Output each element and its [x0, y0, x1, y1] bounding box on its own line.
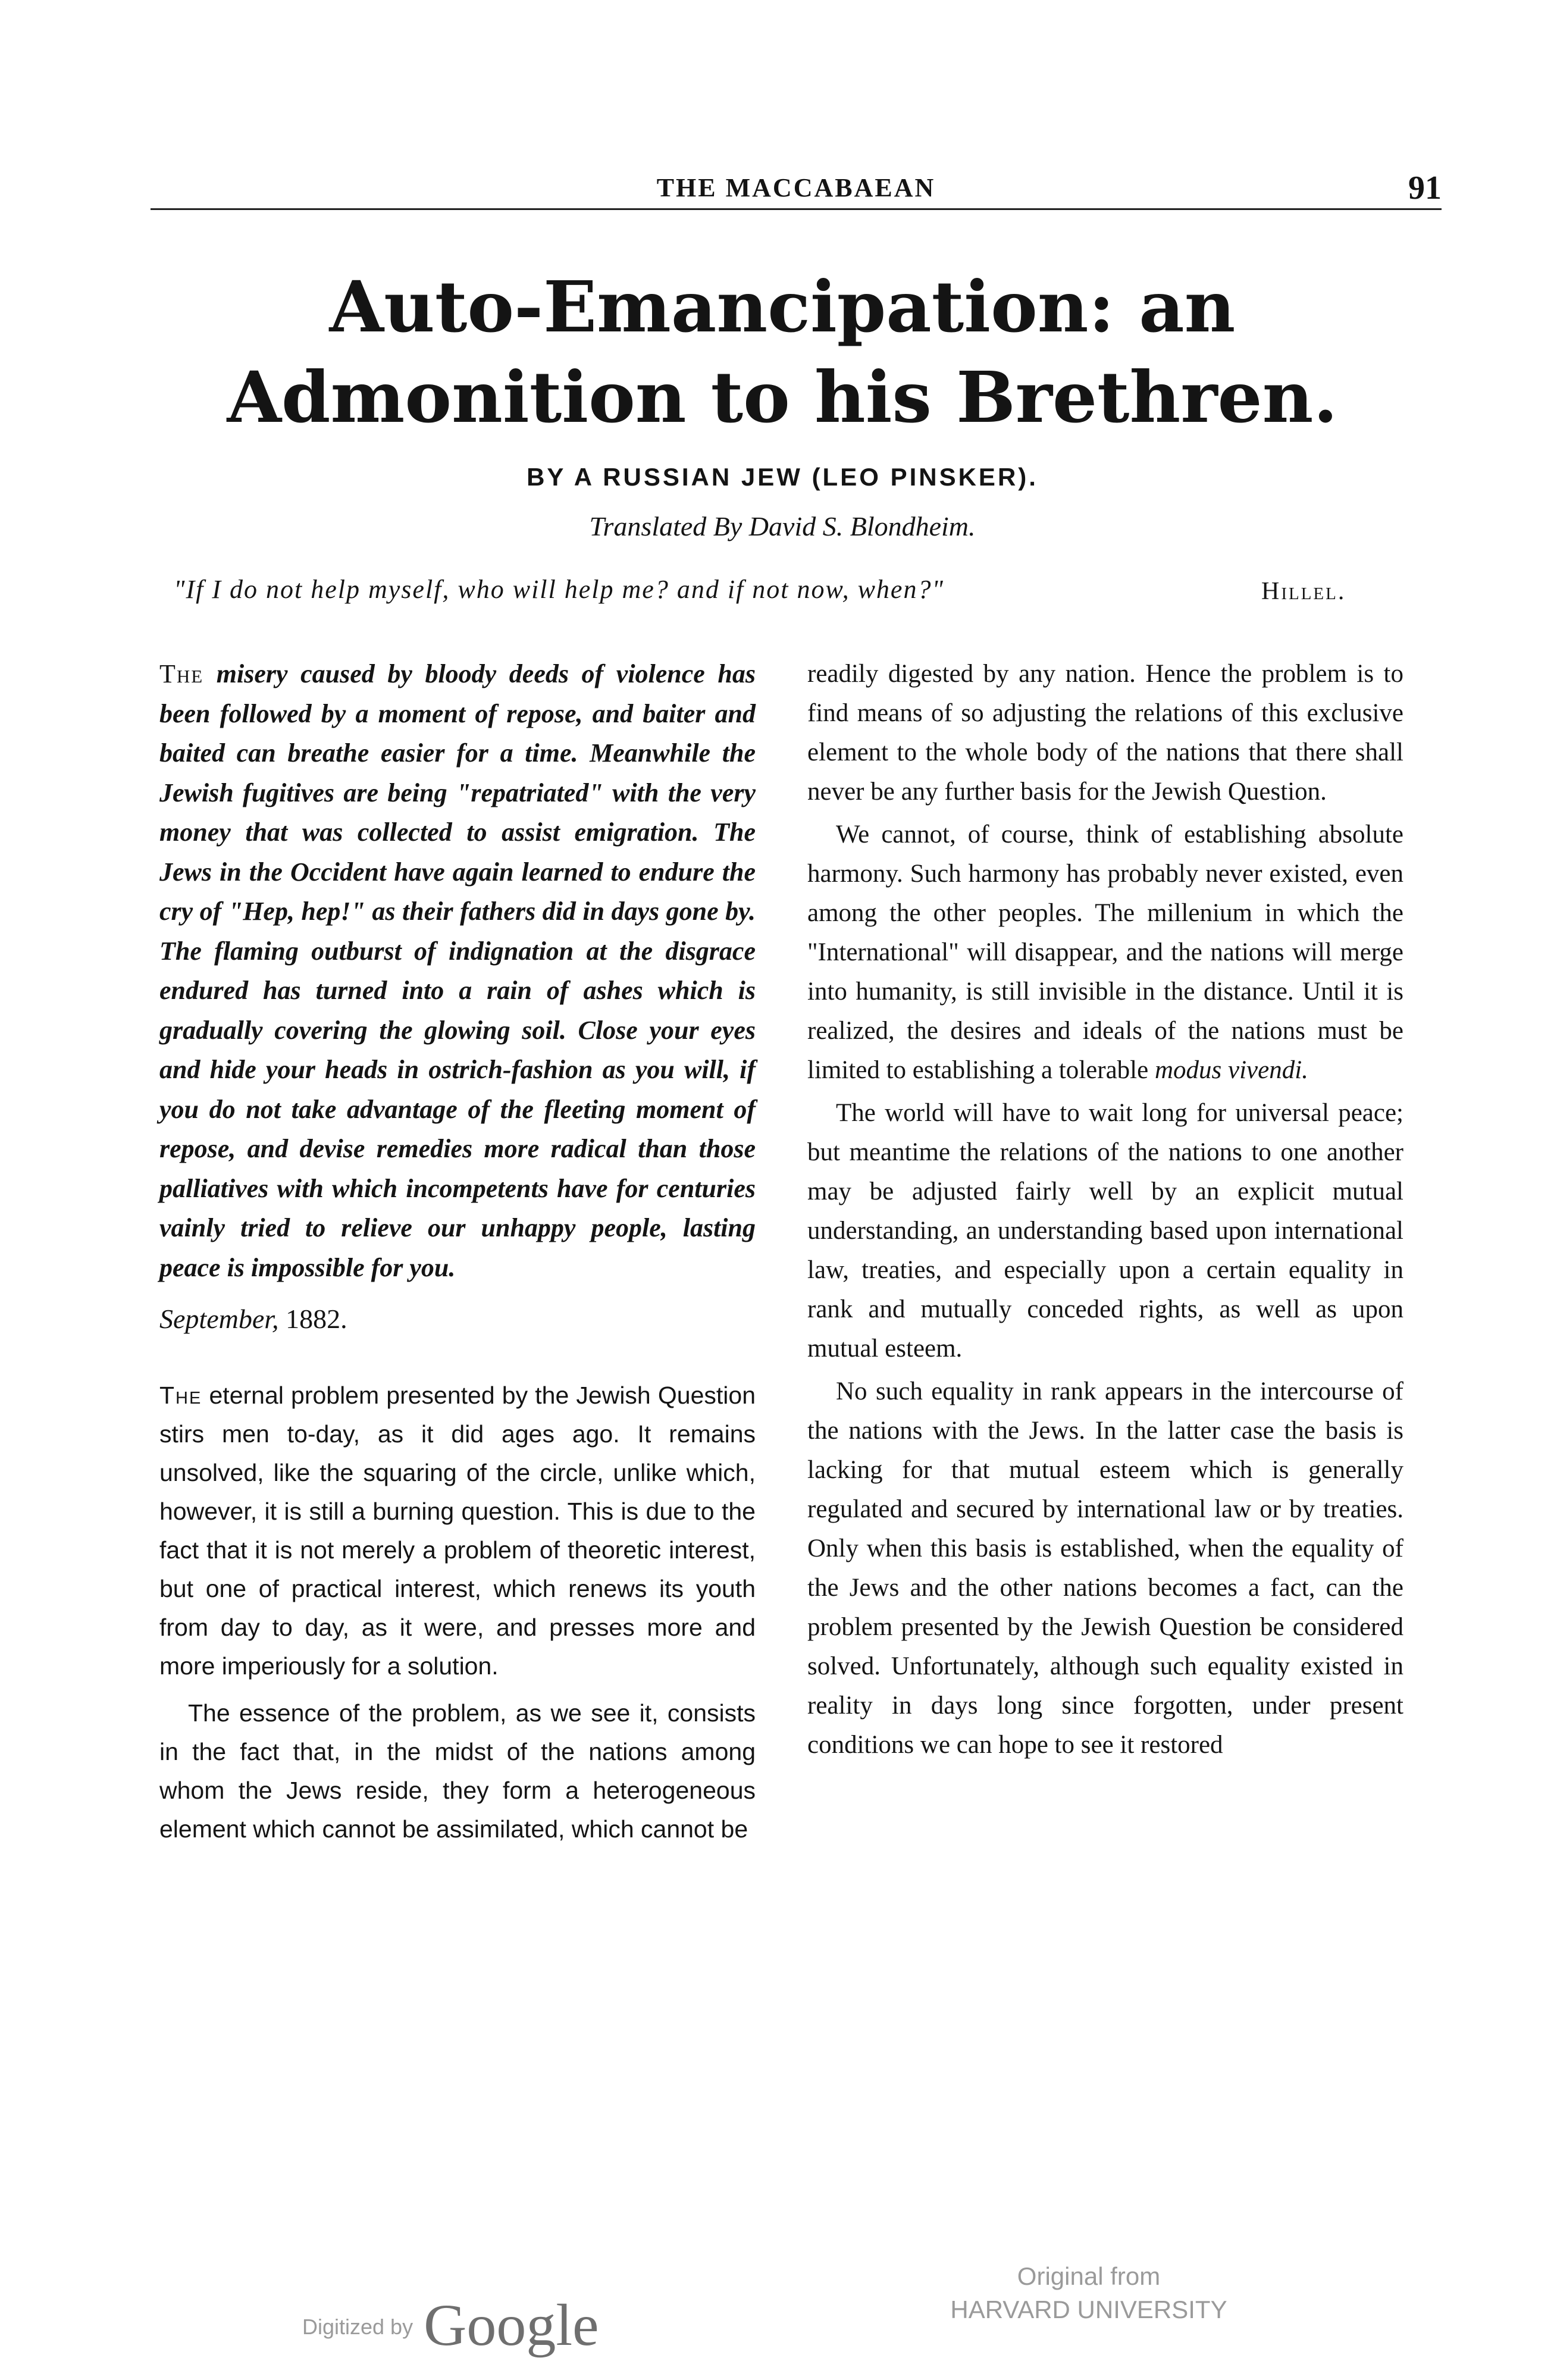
- digitized-label: Digitized by: [302, 2315, 413, 2339]
- translator-credit: Translated By David S. Blondheim.: [589, 511, 976, 541]
- body-paragraph: readily digested by any nation. Hence the problem is to find means of so adjusting the relations of this exclusive element to the whole body of the nations that there shall never be any further basis for the Jewish Question.: [807, 660, 1403, 806]
- article-title: Auto-Emancipation: an Admonition to his Brethren.: [227, 265, 1338, 439]
- body-paragraph: [159, 1376, 756, 1686]
- epigraph: "If I do not help myself, who will help me? and if not now, when?": [174, 575, 944, 604]
- body-paragraph: No such equality in rank appears in the intercourse of the nations with the Jews. In the latter case the basis is lacking for that mutual esteem which is generally regulated and secured by international law or by treaties. Only when this basis is established, when the equality of the Jews and the other nations becomes a fact, can the problem presented by the Jewish Question be considered solved. Unfortunately, although such equality existed in reality in days long since forgotten, under present conditions we can hope to see it restored: [807, 1377, 1403, 1759]
- google-logo: Google: [424, 2292, 599, 2358]
- date-month: September,: [159, 1304, 286, 1334]
- intro-text: misery caused by bloody deeds of violence has been followed by a moment of repose, and baiter and baited can breathe easier for a time. Meanwhile the Jewish fugitives are being "repatriated" with the very money that was collected to assist emigration. The Jews in the Occident have again learned to endure the cry of "Hep, hep!" as their fathers did in days gone by. The flaming outburst of indignation at the disgrace endured has turned into a rain of ashes which is gradually covering the glowing soil. Close your eyes and hide your heads in ostrich-fashion as you will, if you do not take advantage of the fleeting moment of repose, and devise remedies more radical than those palliatives with which incompetents have for centuries vainly tried to relieve our unhappy people, lasting peace is impossible for you.: [159, 659, 756, 1282]
- italic-phrase: modus vivendi.: [1154, 1056, 1308, 1084]
- running-head: [151, 170, 1442, 207]
- intro-paragraph: [159, 654, 756, 1288]
- body-paragraph: [807, 815, 1403, 1090]
- date-year: 1882.: [286, 1304, 347, 1334]
- body-paragraph: The essence of the problem, as we see it, consists in the fact that, in the midst of the nations among whom the Jews reside, they form a heterogeneous element which cannot be assimilated, which cannot be: [159, 1699, 756, 1843]
- epigraph-author: Hillel.: [1261, 578, 1346, 605]
- library-name: HARVARD UNIVERSITY: [950, 2296, 1227, 2323]
- source-credit: [892, 2260, 1285, 2326]
- page-number: 91: [1408, 170, 1442, 206]
- digitized-by-credit: [302, 2291, 599, 2359]
- original-from-label: Original from: [1017, 2262, 1161, 2290]
- intro-date: [159, 1303, 756, 1335]
- header-rule: [151, 208, 1442, 210]
- paragraph-text: We cannot, of course, think of establishing absolute harmony. Such harmony has probably never existed, even among the other peoples. The millenium in which the "International" will disappear, and the nations will merge into humanity, is still invisible in the distance. Until it is realized, the desires and ideals of the nations must be limited to establishing a tolerable: [807, 821, 1403, 1084]
- byline: BY A RUSSIAN JEW (LEO PINSKER).: [527, 463, 1038, 491]
- intro-lead: The: [159, 659, 204, 688]
- left-column: [159, 654, 756, 1849]
- paragraph-lead: The: [159, 1382, 202, 1409]
- paragraph-text: eternal problem presented by the Jewish Question stirs men to-day, as it did ages ago. It remains unsolved, like the squaring of the circle, unlike which, however, it is still a burning question. This is due to the fact that it is not merely a problem of theoretic interest, but one of practical interest, which renews its youth from day to day, as it were, and presses more and more imperiously for a solution.: [159, 1382, 756, 1680]
- running-title: THE MACCABAEAN: [656, 173, 936, 202]
- right-column: [807, 654, 1403, 1765]
- body-paragraph: The world will have to wait long for universal peace; but meantime the relations of the nations to one another may be adjusted fairly well by an explicit mutual understanding, an understanding based upon international law, treaties, and especially upon a certain equality in rank and mutually conceded rights, as well as upon mutual esteem.: [807, 1099, 1403, 1363]
